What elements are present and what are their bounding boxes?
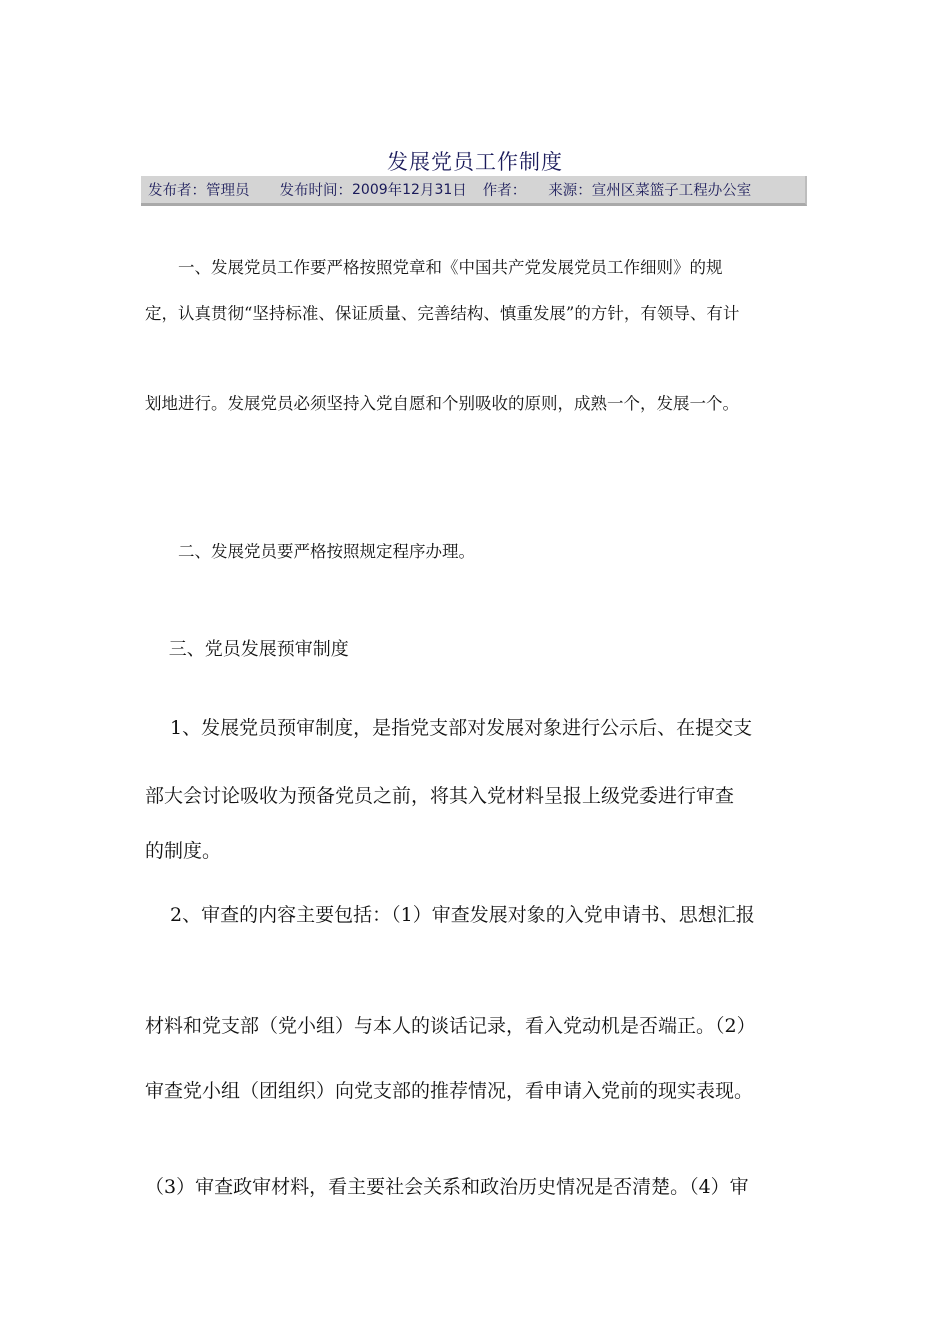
- document-title: 发展党员工作制度: [387, 150, 563, 174]
- meta-publisher: 发布者：管理员: [148, 183, 250, 199]
- body-line: 划地进行。发展党员必须坚持入党自愿和个别吸收的原则，成熟一个，发展一个。: [145, 394, 739, 413]
- meta-year: 2009: [352, 181, 388, 198]
- meta-month-unit: 月: [419, 183, 435, 199]
- meta-year-unit: 年: [387, 183, 403, 199]
- body-line: 材料和党支部（党小组）与本人的谈话记录，看入党动机是否端正。（2）: [145, 1015, 756, 1037]
- body-line: 一、发展党员工作要严格按照党章和《中国共产党发展党员工作细则》的规: [145, 258, 723, 277]
- body-line: 的制度。: [145, 840, 222, 862]
- body-line: 审查党小组（团组织）向党支部的推荐情况，看申请入党前的现实表现。: [145, 1080, 754, 1102]
- meta-source: 来源：宣州区菜篮子工程办公室: [548, 183, 752, 199]
- body-line: 2、审查的内容主要包括：（1）审查发展对象的入党申请书、思想汇报: [145, 904, 755, 926]
- body-line: 定，认真贯彻“坚持标准、保证质量、完善结构、慎重发展”的方针，有领导、有计: [145, 304, 740, 323]
- meta-time-label: 发布时间：: [279, 183, 352, 199]
- meta-day: 31: [434, 181, 453, 198]
- section-heading: 三、党员发展预审制度: [145, 639, 349, 660]
- body-line: 部大会讨论吸收为预备党员之前，将其入党材料呈报上级党委进行审查: [145, 785, 735, 807]
- body-line: （3）审查政审材料，看主要社会关系和政治历史情况是否清楚。（4）审: [145, 1176, 749, 1198]
- meta-day-unit: 日: [452, 183, 467, 199]
- body-line: 1、发展党员预审制度，是指党支部对发展对象进行公示后、在提交支: [145, 717, 753, 739]
- meta-bar: [141, 176, 807, 206]
- meta-month: 12: [402, 181, 420, 198]
- body-line: 二、发展党员要严格按照规定程序办理。: [145, 542, 475, 561]
- meta-author: 作者：: [482, 183, 527, 199]
